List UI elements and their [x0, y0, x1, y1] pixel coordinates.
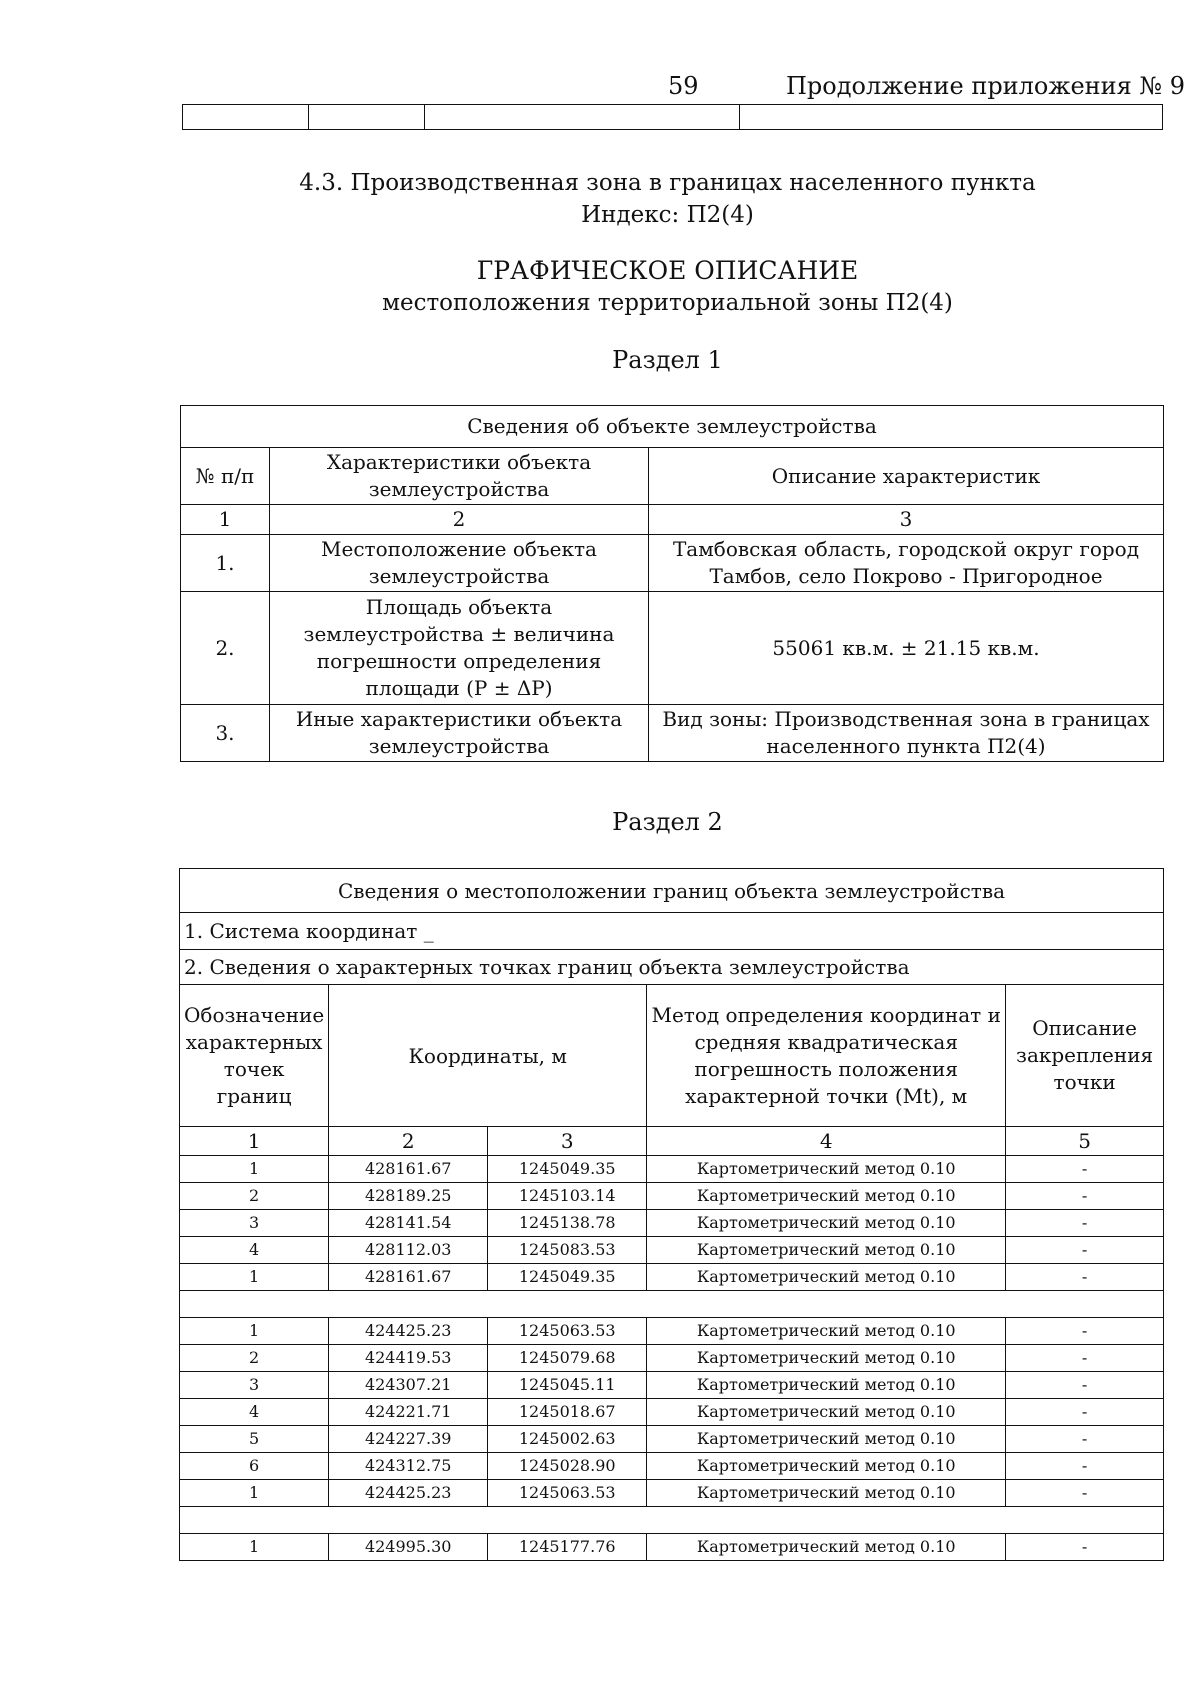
- table-row: [180, 1534, 1164, 1561]
- point-group-1: [180, 1156, 1164, 1318]
- coordinate-x: 428141.54: [329, 1210, 488, 1237]
- fixing-description: -: [1006, 1399, 1164, 1426]
- point-id: 1: [180, 1264, 329, 1291]
- fixing-description: -: [1006, 1426, 1164, 1453]
- table-row: [180, 1210, 1164, 1237]
- table-row: [180, 1480, 1164, 1507]
- column-header: № п/п: [181, 448, 270, 505]
- table-row: [180, 1426, 1164, 1453]
- coordinate-y: 1245138.78: [488, 1210, 647, 1237]
- document-title: ГРАФИЧЕСКОЕ ОПИСАНИЕ: [476, 256, 859, 285]
- point-id: 4: [180, 1237, 329, 1264]
- column-header: Обозначение характерных точек границ: [180, 985, 329, 1127]
- table-caption: Сведения об объекте землеустройства: [181, 406, 1164, 448]
- table-caption: Сведения о местоположении границ объекта землеустройства: [180, 869, 1164, 913]
- header-strip-table: [182, 104, 1163, 130]
- continuation-note: Продолжение приложения № 9: [786, 72, 1186, 100]
- coordinate-y: 1245002.63: [488, 1426, 647, 1453]
- points-caption: 2. Сведения о характерных точках границ объекта землеустройства: [180, 950, 1164, 985]
- table-row: [180, 1318, 1164, 1345]
- method: Картометрический метод 0.10: [647, 1534, 1006, 1561]
- coordinate-system: 1. Система координат _: [180, 913, 1164, 950]
- fixing-description: -: [1006, 1210, 1164, 1237]
- coordinate-y: 1245083.53: [488, 1237, 647, 1264]
- table-caption-row: [180, 869, 1164, 913]
- point-id: 2: [180, 1183, 329, 1210]
- characteristic-name: Площадь объекта землеустройства ± величина погрешности определения площади (P ± ΔP): [270, 592, 649, 705]
- column-header: Координаты, м: [329, 985, 647, 1127]
- zone-index: Индекс: П2(4): [581, 202, 754, 228]
- row-number: 1.: [181, 535, 270, 592]
- table-row: [180, 1264, 1164, 1291]
- table-row: [180, 1399, 1164, 1426]
- point-id: 1: [180, 1318, 329, 1345]
- column-number: 2: [329, 1127, 488, 1156]
- coordinate-x: 428189.25: [329, 1183, 488, 1210]
- coordinate-x: 424227.39: [329, 1426, 488, 1453]
- object-info-table: [180, 405, 1164, 762]
- strip-cell: [740, 105, 1163, 130]
- column-number-row: [180, 1127, 1164, 1156]
- method: Картометрический метод 0.10: [647, 1264, 1006, 1291]
- characteristic-description: 55061 кв.м. ± 21.15 кв.м.: [649, 592, 1164, 705]
- fixing-description: -: [1006, 1372, 1164, 1399]
- fixing-description: -: [1006, 1318, 1164, 1345]
- coordinate-y: 1245049.35: [488, 1156, 647, 1183]
- table-row: [180, 1183, 1164, 1210]
- row-number: 3.: [181, 705, 270, 762]
- table-row: [180, 1156, 1164, 1183]
- coordinate-x: 424307.21: [329, 1372, 488, 1399]
- header-strip-row: [183, 105, 1163, 130]
- point-id: 3: [180, 1372, 329, 1399]
- table-header-row: [180, 985, 1164, 1127]
- table-caption-row: [181, 406, 1164, 448]
- method: Картометрический метод 0.10: [647, 1426, 1006, 1453]
- coordinate-y: 1245018.67: [488, 1399, 647, 1426]
- method: Картометрический метод 0.10: [647, 1318, 1006, 1345]
- column-number: 2: [270, 505, 649, 535]
- point-id: 3: [180, 1210, 329, 1237]
- fixing-description: -: [1006, 1345, 1164, 1372]
- column-header: Описание характеристик: [649, 448, 1164, 505]
- points-caption-row: [180, 950, 1164, 985]
- coordinate-y: 1245063.53: [488, 1318, 647, 1345]
- fixing-description: -: [1006, 1264, 1164, 1291]
- characteristic-description: Вид зоны: Производственная зона в границах населенного пункта П2(4): [649, 705, 1164, 762]
- point-id: 1: [180, 1534, 329, 1561]
- method: Картометрический метод 0.10: [647, 1453, 1006, 1480]
- point-id: 1: [180, 1480, 329, 1507]
- point-id: 2: [180, 1345, 329, 1372]
- group-separator: [180, 1291, 1164, 1318]
- method: Картометрический метод 0.10: [647, 1183, 1006, 1210]
- coordinate-x: 428161.67: [329, 1156, 488, 1183]
- table-row: [180, 1372, 1164, 1399]
- coordinate-x: 424221.71: [329, 1399, 488, 1426]
- group-separator-row: [180, 1291, 1164, 1318]
- coordinate-x: 424425.23: [329, 1480, 488, 1507]
- coordinate-x: 424425.23: [329, 1318, 488, 1345]
- page-number: 59: [668, 72, 699, 100]
- column-header: Характеристики объекта землеустройства: [270, 448, 649, 505]
- coordinate-y: 1245177.76: [488, 1534, 647, 1561]
- section-1-title: Раздел 1: [612, 346, 723, 374]
- table-row: [180, 1345, 1164, 1372]
- table-row: [181, 535, 1164, 592]
- strip-cell: [309, 105, 425, 130]
- method: Картометрический метод 0.10: [647, 1372, 1006, 1399]
- fixing-description: -: [1006, 1534, 1164, 1561]
- table-row: [181, 705, 1164, 762]
- fixing-description: -: [1006, 1480, 1164, 1507]
- strip-cell: [183, 105, 309, 130]
- coordinate-x: 424312.75: [329, 1453, 488, 1480]
- column-number: 3: [488, 1127, 647, 1156]
- coordinate-x: 428161.67: [329, 1264, 488, 1291]
- coordinate-y: 1245103.14: [488, 1183, 647, 1210]
- method: Картометрический метод 0.10: [647, 1210, 1006, 1237]
- coordinate-x: 428112.03: [329, 1237, 488, 1264]
- coordinate-system-row: [180, 913, 1164, 950]
- characteristic-name: Иные характеристики объекта землеустройства: [270, 705, 649, 762]
- coordinate-y: 1245079.68: [488, 1345, 647, 1372]
- table-header-row: [181, 448, 1164, 505]
- method: Картометрический метод 0.10: [647, 1480, 1006, 1507]
- column-number: 5: [1006, 1127, 1164, 1156]
- method: Картометрический метод 0.10: [647, 1156, 1006, 1183]
- column-number: 1: [181, 505, 270, 535]
- method: Картометрический метод 0.10: [647, 1345, 1006, 1372]
- page-header: [0, 72, 1200, 102]
- group-separator: [180, 1507, 1164, 1534]
- point-group-2: [180, 1318, 1164, 1534]
- table-row: [180, 1237, 1164, 1264]
- coordinate-y: 1245028.90: [488, 1453, 647, 1480]
- fixing-description: -: [1006, 1156, 1164, 1183]
- group-separator-row: [180, 1507, 1164, 1534]
- boundary-points-table: [179, 868, 1164, 1561]
- characteristic-description: Тамбовская область, городской округ город Тамбов, село Покрово - Пригородное: [649, 535, 1164, 592]
- row-number: 2.: [181, 592, 270, 705]
- column-number: 4: [647, 1127, 1006, 1156]
- coordinate-y: 1245049.35: [488, 1264, 647, 1291]
- column-number-row: [181, 505, 1164, 535]
- point-id: 6: [180, 1453, 329, 1480]
- strip-cell: [425, 105, 740, 130]
- coordinate-y: 1245063.53: [488, 1480, 647, 1507]
- point-id: 1: [180, 1156, 329, 1183]
- column-number: 3: [649, 505, 1164, 535]
- coordinate-x: 424419.53: [329, 1345, 488, 1372]
- method: Картометрический метод 0.10: [647, 1237, 1006, 1264]
- table-row: [181, 592, 1164, 705]
- zone-heading: 4.3. Производственная зона в границах населенного пункта: [299, 170, 1036, 196]
- document-subtitle: местоположения территориальной зоны П2(4): [382, 290, 953, 316]
- point-id: 5: [180, 1426, 329, 1453]
- fixing-description: -: [1006, 1237, 1164, 1264]
- fixing-description: -: [1006, 1183, 1164, 1210]
- coordinate-x: 424995.30: [329, 1534, 488, 1561]
- fixing-description: -: [1006, 1453, 1164, 1480]
- point-id: 4: [180, 1399, 329, 1426]
- column-header: Метод определения координат и средняя квадратическая погрешность положения характерной точки (Mt), м: [647, 985, 1006, 1127]
- column-header: Описание закрепления точки: [1006, 985, 1164, 1127]
- table-row: [180, 1453, 1164, 1480]
- method: Картометрический метод 0.10: [647, 1399, 1006, 1426]
- point-group-3: [180, 1534, 1164, 1561]
- characteristic-name: Местоположение объекта землеустройства: [270, 535, 649, 592]
- coordinate-y: 1245045.11: [488, 1372, 647, 1399]
- column-number: 1: [180, 1127, 329, 1156]
- section-2-title: Раздел 2: [612, 808, 723, 836]
